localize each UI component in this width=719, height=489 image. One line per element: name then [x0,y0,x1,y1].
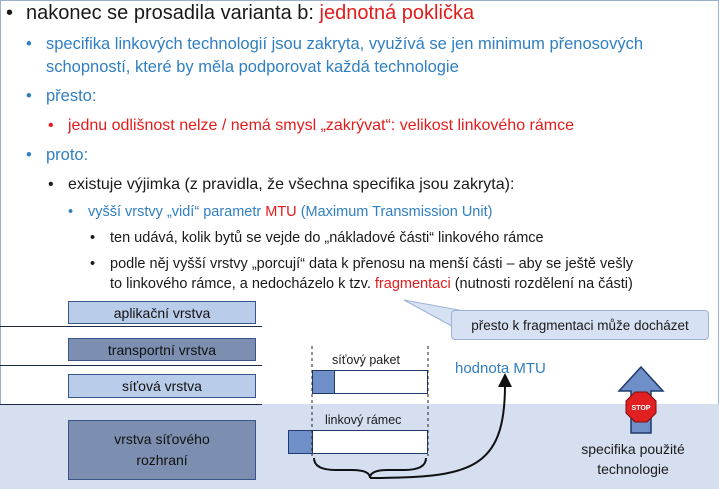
bullet-dot: • [26,146,32,164]
stop-sign-icon [625,391,657,423]
frag-suffix: (nutnosti rozdělení na části) [450,276,633,292]
bullet-dot: • [26,87,32,105]
bullet-presto: přesto: [46,87,97,105]
bullet-dot: • [68,204,74,220]
bullet-mtu-meaning: ten udává, kolik bytů se vejde do „nákladové části“ linkového rámce [110,230,544,246]
bullet-dot: • [48,117,54,134]
bullet-mtu-exception: jednu odlišnost nelze / nemá smysl „zakrývat“: velikost linkového rámce [68,117,574,134]
technology-specifics-line2: technologie [597,461,669,477]
layer-network-interface-line2: rozhraní [136,452,188,468]
bullet-porcovani-line1: podle něj vyšší vrstvy „porcují“ data k přenosu na menší části – aby se ještě vešly [110,256,634,272]
bullet-dot: • [90,256,96,272]
technology-specifics-label [573,439,693,479]
mtu-acronym: MTU [265,204,297,220]
mtu-suffix: (Maximum Transmission Unit) [296,204,493,220]
bullet-dot: • [48,176,54,193]
bullet-dot: • [26,35,32,53]
bullet-specifics-line2: schopností, které by měla podporovat každá technologie [46,58,459,76]
bullet-specifics-line1: specifika linkových technologií jsou zakryta, využívá se jen minimum přenosových [46,35,644,53]
frag-prefix: to linkového rámce, a nedocházelo k tzv. [110,276,375,292]
frame-label: linkový rámec [325,413,402,427]
layer-network: síťová vrstva [68,374,256,398]
stop-text: STOP [631,405,651,412]
layer-network-interface-line1: vrstva síťového [114,431,210,447]
bullet-exception: existuje výjimka (z pravidla, že všechna specifika jsou zakryta): [68,176,515,193]
fragmentation-callout: přesto k fragmentaci může docházet [451,310,709,340]
bullet-proto: proto: [46,146,89,164]
bullet-dot: • [90,230,96,246]
bullet-dot: • [6,2,14,24]
title-prefix: nakonec se prosadila varianta b: [26,2,320,24]
title-highlight: jednotná poklička [319,2,475,24]
packet-label: síťový paket [332,353,400,367]
frag-word: fragmentaci [374,276,451,292]
mtu-prefix: vyšší vrstvy „vidí“ parametr [88,204,266,220]
technology-specifics-line1: specifika použité [581,441,685,457]
mtu-value-label: hodnota MTU [455,360,546,377]
layer-application: aplikační vrstva [68,301,256,324]
layer-transport: transportní vrstva [68,338,256,361]
